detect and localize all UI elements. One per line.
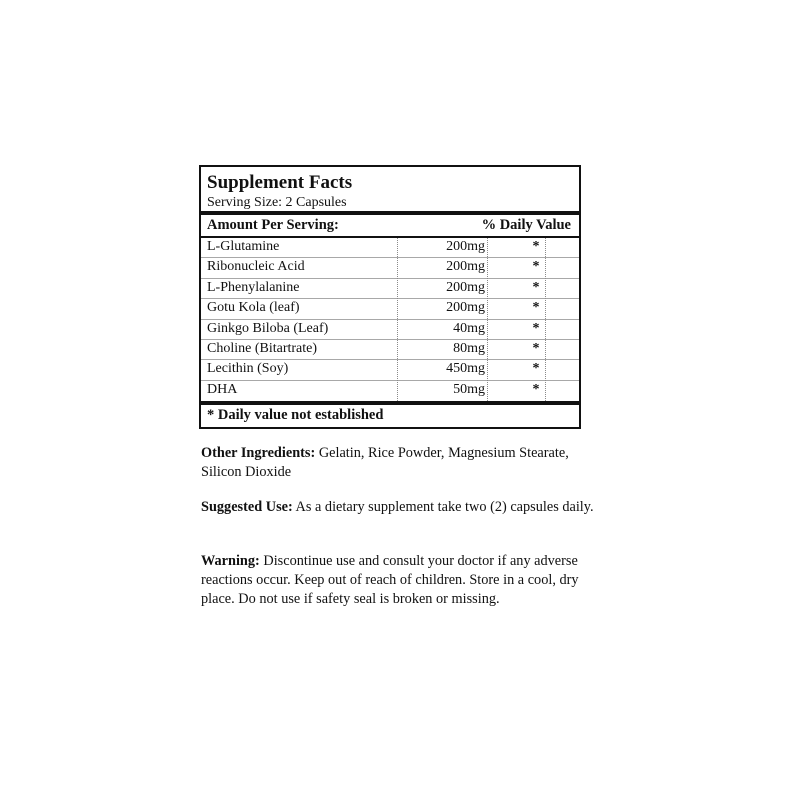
daily-value-footnote: * Daily value not established (207, 407, 384, 423)
table-row (201, 360, 579, 380)
column-divider (545, 238, 546, 401)
ingredient-amount: 450mg (446, 361, 485, 377)
serving-size: Serving Size: 2 Capsules (207, 195, 347, 210)
table-row (201, 340, 579, 360)
ingredient-name: L-Phenylalanine (207, 279, 300, 295)
ingredient-name: DHA (207, 381, 238, 397)
ingredient-daily-value: * (532, 320, 540, 336)
ingredient-name: Ribonucleic Acid (207, 259, 305, 275)
daily-value-header: % Daily Value (481, 217, 571, 233)
ingredient-daily-value: * (532, 259, 540, 275)
supplement-facts-panel (199, 165, 581, 429)
suggested-use (201, 498, 601, 517)
ingredient-table (201, 238, 579, 401)
ingredient-amount: 40mg (453, 320, 485, 336)
suggested-use-text: As a dietary supplement take two (2) capsules daily. (292, 499, 594, 515)
ingredient-name: Gotu Kola (leaf) (207, 300, 300, 316)
warning (201, 552, 601, 609)
ingredient-name: Choline (Bitartrate) (207, 340, 318, 356)
other-ingredients-text: Gelatin, Rice Powder, Magnesium Stearate, Silicon Dioxide (201, 445, 569, 480)
amount-per-serving-header: Amount Per Serving: (207, 217, 339, 233)
ingredient-name: Ginkgo Biloba (Leaf) (207, 320, 329, 336)
other-ingredients (201, 444, 601, 482)
ingredient-name: L-Glutamine (207, 239, 280, 254)
ingredient-amount: 200mg (446, 239, 485, 254)
ingredient-daily-value: * (532, 279, 540, 295)
other-ingredients-label: Other Ingredients: (201, 445, 316, 461)
table-row (201, 299, 579, 319)
ingredient-daily-value: * (532, 300, 540, 316)
ingredient-amount: 200mg (446, 300, 485, 316)
table-header (201, 215, 579, 236)
ingredient-daily-value: * (532, 340, 540, 356)
table-row (201, 320, 579, 340)
ingredient-amount: 200mg (446, 259, 485, 275)
table-row (201, 279, 579, 299)
ingredient-daily-value: * (532, 361, 540, 377)
warning-text: Discontinue use and consult your doctor if any adverse reactions occur. Keep out of reach of children. Store in a cool, dry place. Do not use if safety seal is broken or missing. (201, 553, 579, 607)
warning-label: Warning: (201, 553, 260, 569)
ingredient-amount: 200mg (446, 279, 485, 295)
table-row (201, 238, 579, 258)
column-divider (397, 238, 398, 401)
suggested-use-label: Suggested Use: (201, 499, 293, 515)
table-row (201, 381, 579, 401)
column-divider (487, 238, 488, 401)
ingredient-amount: 50mg (453, 381, 485, 397)
table-row (201, 258, 579, 278)
supplement-facts-title: Supplement Facts (207, 172, 353, 193)
ingredient-daily-value: * (532, 239, 540, 254)
ingredient-daily-value: * (532, 381, 540, 397)
thick-divider (201, 401, 579, 405)
ingredient-name: Lecithin (Soy) (207, 361, 289, 377)
ingredient-amount: 80mg (453, 340, 485, 356)
